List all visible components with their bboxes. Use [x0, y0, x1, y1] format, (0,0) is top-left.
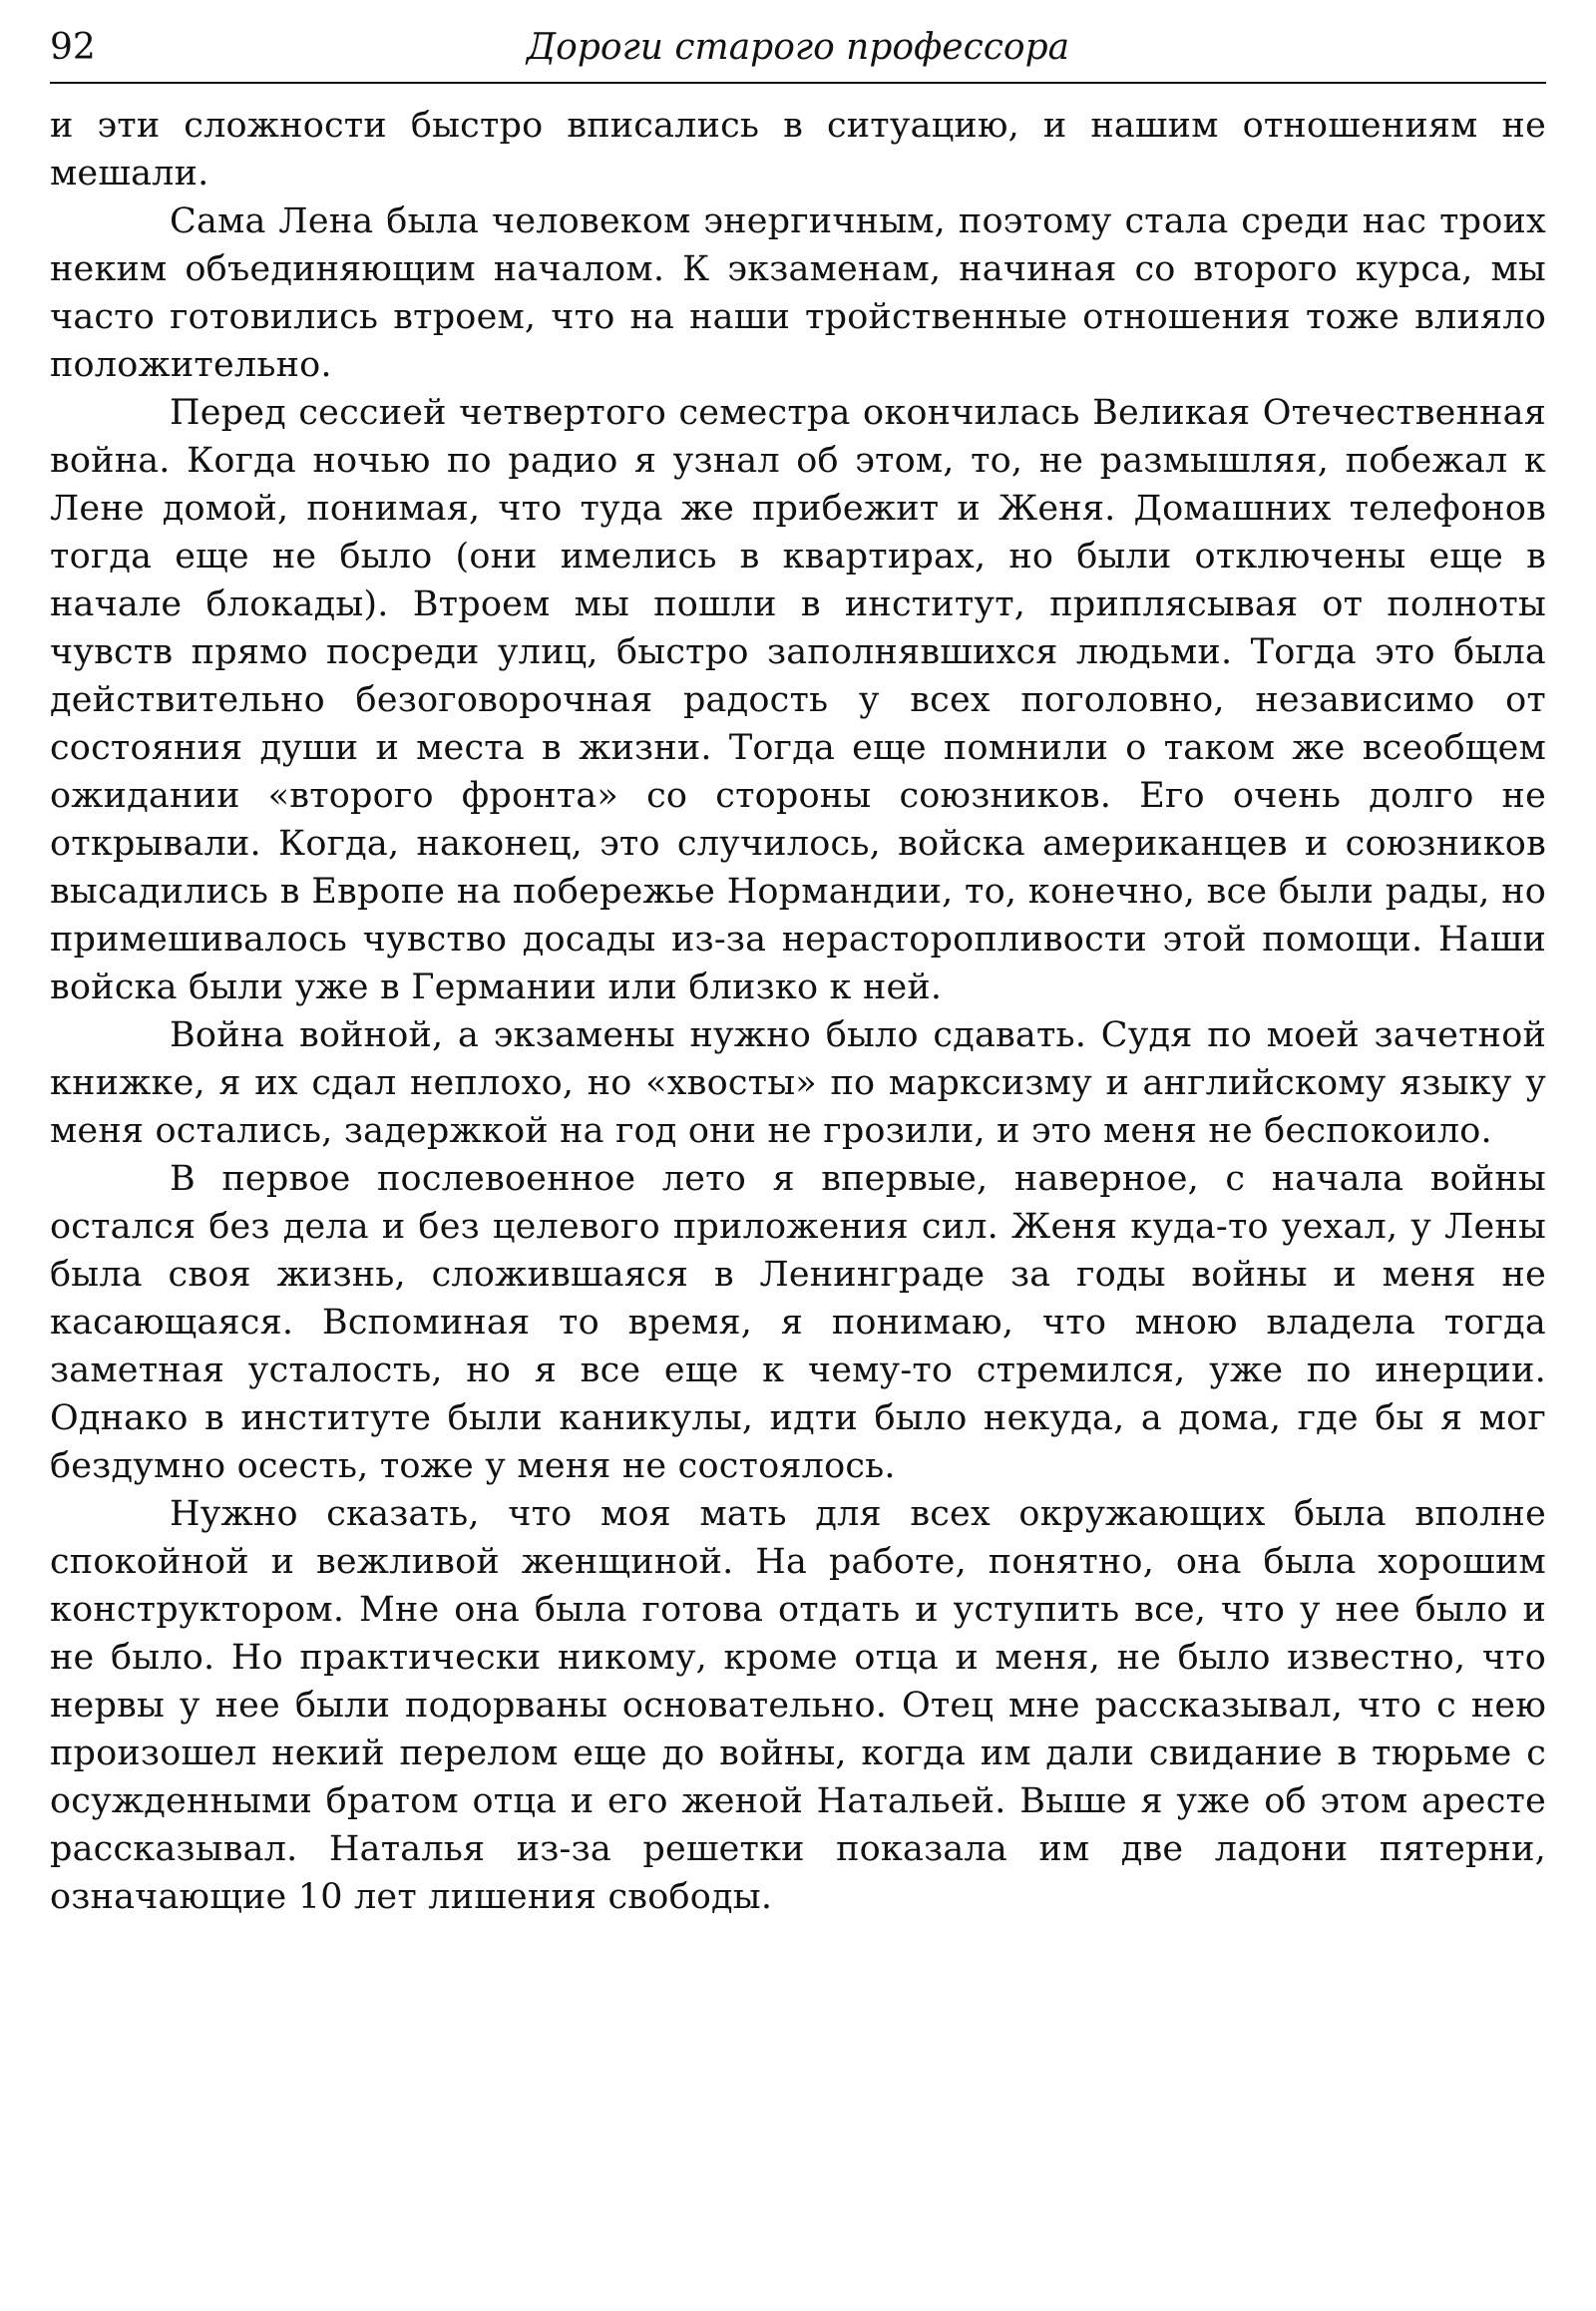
- paragraph-3: Перед сессией четвертого семестра окончилась Великая Отечественная война. Когда ночью по радио я узнал об этом, то, не размышляя, побежал к Лене домой, понимая, что туда же прибежит и Женя. Домашних телефонов тогда еще не было (они имелись в квартирах, но были отключены еще в начале блокады). Втроем мы пошли в институт, приплясывая от полноты чувств прямо посреди улиц, быстро заполнявшихся людьми. Тогда это была действительно безоговорочная радость у всех поголовно, независимо от состояния души и места в жизни. Тогда еще помнили о таком же всеобщем ожидании «второго фронта» со стороны союзников. Его очень долго не открывали. Когда, наконец, это случилось, войска американцев и союзников высадились в Европе на побережье Нормандии, то, конечно, все были рады, но примешивалось чувство досады из-за нерасторопливости этой помощи. Наши войска были уже в Германии или близко к ней.: [50, 393, 1546, 1007]
- book-page: [50, 20, 1546, 2284]
- paragraph-1: и эти сложности быстро вписались в ситуацию, и нашим отношениям не мешали.: [50, 106, 1546, 193]
- paragraph-4: Война войной, а экзамены нужно было сдавать. Судя по моей зачетной книжке, я их сдал неплохо, но «хвосты» по марксизму и английскому языку у меня остались, задержкой на год они не грозили, и это меня не беспокоило.: [50, 1015, 1546, 1151]
- body-text: [50, 102, 1546, 1921]
- page-number: 92: [50, 27, 96, 68]
- paragraph-5: В первое послевоенное лето я впервые, наверное, с начала войны остался без дела и без целевого приложения сил. Женя куда-то уехал, у Лены была своя жизнь, сложившаяся в Ленинграде за годы войны и меня не касающаяся. Вспоминая то время, я понимаю, что мною владела тогда заметная усталость, но я все еще к чему-то стремился, уже по инерции. Однако в институте были каникулы, идти было некуда, а дома, где бы я мог бездумно осесть, тоже у меня не состоялось.: [50, 1159, 1546, 1486]
- paragraph-2: Сама Лена была человеком энергичным, поэтому стала среди нас троих неким объединяющим началом. К экзаменам, начиная со второго курса, мы часто готовились втроем, что на наши тройственные отношения тоже влияло положительно.: [50, 201, 1546, 385]
- paragraph-6: Нужно сказать, что моя мать для всех окружающих была вполне спокойной и вежливой женщиной. На работе, понятно, она была хорошим конструктором. Мне она была готова отдать и уступить все, что у нее было и не было. Но практически никому, кроме отца и меня, не было известно, что нервы у нее были подорваны основательно. Отец мне рассказывал, что с нею произошел некий перелом еще до войны, когда им дали свидание в тюрьме с осужденными братом отца и его женой Натальей. Выше я уже об этом аресте рассказывал. Наталья из-за решетки показала им две ладони пятерни, означающие 10 лет лишения свободы.: [50, 1494, 1546, 1917]
- running-title: Дороги старого профессора: [526, 27, 1070, 68]
- running-head: [50, 20, 1546, 84]
